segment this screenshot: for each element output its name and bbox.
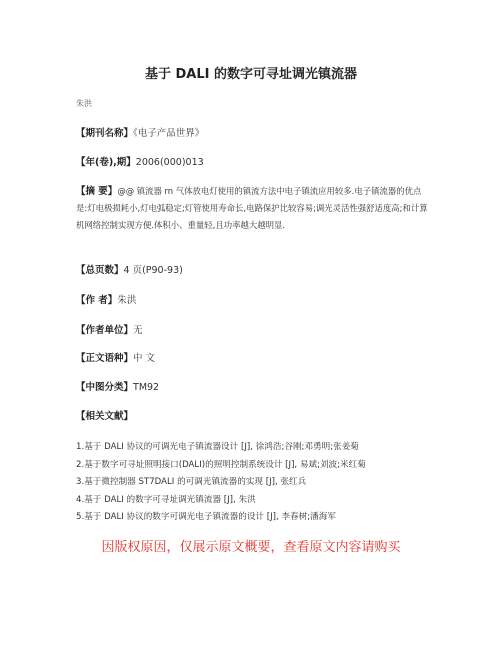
language-label: 【正文语种】 [76, 353, 134, 364]
document-title: 基于 DALI 的数字可寻址调光镇流器 [144, 67, 358, 82]
author-value: 朱洪 [117, 295, 137, 306]
unit-label: 【作者单位】 [76, 325, 134, 336]
reference-item[interactable]: 2.基于数字可寻址照明接口(DALI)的照明控制系统设计 [J], 易斌;刘波;米红菊 [76, 459, 366, 470]
related-field [76, 408, 133, 422]
language-field [76, 350, 155, 364]
author-field [76, 292, 136, 306]
unit-field [76, 322, 143, 336]
abstract-field [76, 183, 428, 234]
clc-field [76, 379, 159, 393]
pages-label: 【总页数】 [76, 265, 124, 276]
journal-field [76, 125, 204, 139]
abstract-label: 【摘 要】 [76, 186, 118, 197]
reference-item[interactable]: 5.基于 DALI 协议的数字可调光电子镇流器的设计 [J], 李春树;潘海军 [76, 512, 336, 522]
clc-value: TM92 [133, 382, 160, 393]
reference-item[interactable]: 4.基于 DALI 的数字可寻址调光镇流器 [J], 朱洪 [76, 494, 256, 505]
journal-label: 【期刊名称】 [76, 128, 134, 139]
reference-item[interactable]: 3.基于微控制器 ST7DALI 的可调光镇流器的实现 [J], 张红兵 [76, 477, 307, 487]
journal-value: 《电子产品世界》 [133, 128, 205, 139]
unit-value: 无 [133, 325, 143, 336]
pages-field [76, 262, 183, 276]
abstract-value: @@ 镇流器 rn 气体放电灯使用的镇流方法中电子镇流应用较多.电子镇流器的优点是:灯电极损耗小,灯电弧稳定;灯管使用寿命长,电路保护比较容易;调光灵活性强舒适度高;和计算机网络控制实现方便.体积小、重量轻,且功率越大越明显. [76, 186, 428, 230]
related-label: 【相关文献】 [76, 411, 134, 422]
reference-list [76, 439, 366, 527]
pages-value: 4 页(P90-93) [123, 265, 183, 276]
year-value: 2006(000)013 [135, 157, 204, 168]
year-label: 【年(卷),期】 [76, 157, 136, 168]
author-line: 朱洪 [76, 99, 92, 108]
language-value: 中 文 [133, 353, 156, 364]
clc-label: 【中图分类】 [76, 382, 134, 393]
copyright-notice: 因版权原因，仅展示原文概要，查看原文内容请购买 [101, 540, 401, 555]
year-field [76, 154, 204, 168]
reference-item[interactable]: 1.基于 DALI 协议的可调光电子镇流器设计 [J], 徐鸿浩;谷刚;邓勇明;张姜菊 [76, 442, 359, 452]
author-label: 【作 者】 [76, 295, 118, 306]
